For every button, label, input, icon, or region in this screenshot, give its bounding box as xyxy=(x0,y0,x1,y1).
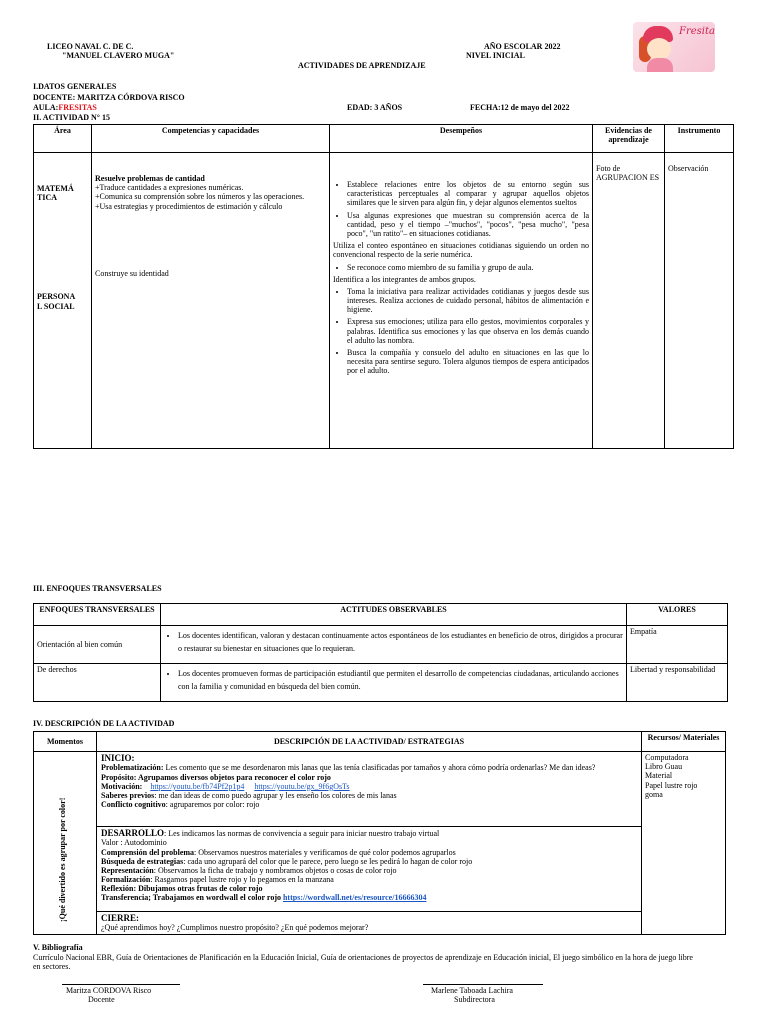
wordwall-link[interactable]: https://wordwall.net/es/resource/16666304 xyxy=(282,893,427,903)
descripcion-table xyxy=(33,731,726,935)
actitud-1: • Los docentes identifican, valoran y destacan continuamente actos espontáneos de los estudiantes en beneficio de otros, dirigidos a procurar o restaurar su bienestar en situaciones que lo requieran. xyxy=(178,630,623,656)
desempeno-6: • Toma la iniciativa para realizar actividades cotidianas y juegos desde sus intereses. Realiza acciones de cuidado personal, hábitos de alimentación e higiene. xyxy=(347,287,589,315)
representacion: Representación: Observamos la ficha de trabajo y nombramos objetos o cosas de color rojo xyxy=(101,865,397,875)
desempeno-3: Utiliza el conteo espontáneo en situaciones cotidianas siguiendo un orden no convencional respecto de la serie numérica. xyxy=(333,241,589,260)
signature-name-docente: Maritza CORDOVA Risco xyxy=(66,986,152,995)
logo-face-shape xyxy=(647,38,671,60)
descripcion-cell xyxy=(97,752,642,935)
section-descripcion: IV. DESCRIPCIÓN DE LA ACTIVIDAD xyxy=(33,719,175,728)
area-cell xyxy=(34,153,92,449)
edad: EDAD: 3 AÑOS xyxy=(347,103,403,112)
desempeno-2: • Usa algunas expresiones que muestran su comprensión acerca de la cantidad, peso y el tiempo –"muchos", "pocos", "pesa mucho", "pesa poco", "un ratito"– en situaciones cotidianas. xyxy=(347,211,589,239)
motivacion: Motivación: https://youtu.be/fb74Pf2p1p4 https://youtu.be/gx_9f6gOsTs xyxy=(101,781,350,791)
header-instrumento: Instrumento xyxy=(665,125,734,153)
recursos-cell xyxy=(642,752,726,935)
signature-role-subdirectora: Subdirectora xyxy=(454,995,495,1004)
section-enfoques: III. ENFOQUES TRANSVERSALES xyxy=(33,584,162,593)
cierre-label: CIERRE: xyxy=(101,913,140,923)
aula-value: FRESITAS xyxy=(58,103,97,112)
evidencias-cell xyxy=(593,153,665,449)
desempeno-7: • Expresa sus emociones; utiliza para ello gestos, movimientos corporales y palabras. Identifica sus emociones y las que observa en los demás cuando el adulto las nombra. xyxy=(347,317,589,345)
valor-autodominio: Valor : Autodominio xyxy=(101,838,167,848)
signature-role-docente: Docente xyxy=(88,995,115,1004)
activity-title-vertical: ¡Qué divertido es agrupar por color! xyxy=(58,797,67,922)
fecha: FECHA:12 de mayo del 2022 xyxy=(470,103,570,112)
section-general: I.DATOS GENERALES xyxy=(33,82,117,91)
evidencia-text: Foto de AGRUPACION ES xyxy=(596,164,660,183)
instrumento-text: Observación xyxy=(668,164,709,173)
competencia-identidad: Construye su identidad xyxy=(95,268,169,278)
bibliografia-text: Currículo Nacional EBR, Guía de Orientaciones de Planificación en la Educación Inicial, Guía de orientaciones de proyectos de aprendizaje en Educación inicial, El juego simbólico en la hora de juego libre en sectores. xyxy=(33,953,693,972)
cierre-block xyxy=(97,912,641,934)
header-area: Área xyxy=(34,125,92,153)
signature-line-2 xyxy=(423,984,543,985)
recurso-3: Material xyxy=(645,771,673,781)
desempeno-1: • Establece relaciones entre los objetos de su entorno según sus características perceptuales al comparar y agrupar aquellos objetos similares que le sirven para algún fin, y dejar algunos elementos sueltos xyxy=(347,180,589,208)
desempeno-8: • Busca la compañía y consuelo del adulto en situaciones en las que lo necesita para sentirse seguro. Tolera algunos tiempos de espera anticipados por el adulto. xyxy=(347,348,589,376)
competencies-table xyxy=(33,124,734,449)
recurso-1: Computadora xyxy=(645,753,689,762)
saberes-previos: Saberes previos: me dan ideas de como puedo agrupar y les enseño los colores de mis lanas xyxy=(101,790,397,800)
proposito: Propósito: Agrupamos diversos objetos para reconocer el color rojo xyxy=(101,772,331,782)
header-evidencias: Evidencias de aprendizaje xyxy=(593,125,665,153)
header-recursos: Recursos/ Materiales xyxy=(642,732,726,752)
aula-label: AULA: xyxy=(33,103,59,112)
activity-number: II. ACTIVIDAD N° 15 xyxy=(33,113,110,122)
teacher-name: DOCENTE: MARITZA CÓRDOVA RISCO xyxy=(33,93,185,102)
motivacion-link-1[interactable]: https://youtu.be/fb74Pf2p1p4 xyxy=(150,781,245,791)
enfoques-table xyxy=(33,603,728,702)
cierre-text: ¿Qué aprendimos hoy? ¿Cumplimos nuestro propósito? ¿En qué podemos mejorar? xyxy=(101,923,369,933)
recurso-2: Libro Guau xyxy=(645,762,683,772)
recurso-5: goma xyxy=(645,789,663,799)
valor-1: Empatía xyxy=(627,626,728,664)
signature-name-subdirectora: Marlene Taboada Lachira xyxy=(431,986,513,995)
aula-line xyxy=(33,103,97,112)
instrumento-cell xyxy=(665,153,734,449)
logo-text: Fresita xyxy=(679,26,715,37)
actitud-2: • Los docentes promueven formas de participación estudiantil que permiten el desarrollo de competencias ciudadanas, articulando acciones con la familia y comunidad en búsqueda del bien común. xyxy=(178,668,623,694)
comprension: Comprensión del problema: Observamos nuestros materiales y verificamos de qué color podemos agruparlos xyxy=(101,847,456,857)
header-valores: VALORES xyxy=(627,604,728,626)
area-personal-social: PERSONA L SOCIAL xyxy=(37,292,75,311)
inicio-block xyxy=(97,752,641,827)
desempeno-4: • Se reconoce como miembro de su familia y grupo de aula. xyxy=(347,263,589,272)
enfoque-1: Orientación al bien común xyxy=(34,626,161,664)
section-bibliografia: V. Bibliografía xyxy=(33,943,83,952)
capacidad-1: +Traduce cantidades a expresiones numéricas. xyxy=(95,183,244,193)
actitud-1-cell xyxy=(161,626,627,664)
motivacion-link-2[interactable]: https://youtu.be/gx_9f6gOsTs xyxy=(254,781,350,791)
conflicto-cognitivo: Conflicto cognitivo: agruparemos por color: rojo xyxy=(101,800,260,810)
header-competencias: Competencias y capacidades xyxy=(92,125,330,153)
area-matematica: MATEMÁ TICA xyxy=(37,184,74,203)
desempenos-cell xyxy=(330,153,593,449)
logo-body-shape xyxy=(647,58,673,72)
valor-2: Libertad y responsabilidad xyxy=(627,664,728,702)
reflexion: Reflexión: Dibujamos otras frutas de color rojo xyxy=(101,884,263,894)
enfoque-2: De derechos xyxy=(34,664,161,702)
competencia-title: Resuelve problemas de cantidad xyxy=(95,174,205,183)
header-momentos: Momentos xyxy=(34,732,97,752)
school-year: AÑO ESCOLAR 2022 xyxy=(484,42,561,51)
formalizacion: Formalización: Rasgamos papel lustre rojo y lo pegamos en la manzana xyxy=(101,875,334,885)
header-desempenos: Desempeños xyxy=(330,125,593,153)
problematizacion: Problematización: Les comento que se me desordenaron mis lanas que las tenía clasificadas por tamaños y ahora cómo podría ordenarlas? Me dan ideas? xyxy=(101,763,596,773)
desempeno-5: Identifica a los integrantes de ambos grupos. xyxy=(333,274,476,284)
document-title: ACTIVIDADES DE APRENDIZAJE xyxy=(298,61,426,70)
actitud-2-cell xyxy=(161,664,627,702)
school-name: LICEO NAVAL C. DE C. xyxy=(47,42,134,51)
desarrollo-block xyxy=(97,827,641,912)
busqueda: Búsqueda de estrategias: cada uno agrupará del color que le parece, pero luego se les pedirá lo hagan de color rojo xyxy=(101,856,473,866)
momentos-cell xyxy=(34,752,97,935)
desarrollo: DESARROLLO: Les indicamos las normas de convivencia a seguir para iniciar nuestro trabajo virtual xyxy=(101,828,440,838)
header-actitudes: ACTITUDES OBSERVABLES xyxy=(161,604,627,626)
school-level: NIVEL INICIAL xyxy=(466,51,525,60)
inicio-label: INICIO: xyxy=(101,753,135,763)
transferencia: Transferencia; Trabajamos en wordwall el color rojo https://wordwall.net/es/resource/16666304 xyxy=(101,893,427,903)
competencias-cell xyxy=(92,153,330,449)
recurso-4: Papel lustre rojo xyxy=(645,780,698,790)
header-descripcion: DESCRIPCIÓN DE LA ACTIVIDAD/ ESTRATEGIAS xyxy=(97,732,642,752)
capacidad-2: +Comunica su comprensión sobre los números y las operaciones. xyxy=(95,192,305,202)
school-name-2: "MANUEL CLAVERO MUGA" xyxy=(62,51,175,60)
fresita-logo xyxy=(633,22,715,72)
signature-line-1 xyxy=(62,984,180,985)
capacidad-3: +Usa estrategias y procedimientos de estimación y cálculo xyxy=(95,201,283,211)
header-enfoques: ENFOQUES TRANSVERSALES xyxy=(34,604,161,626)
